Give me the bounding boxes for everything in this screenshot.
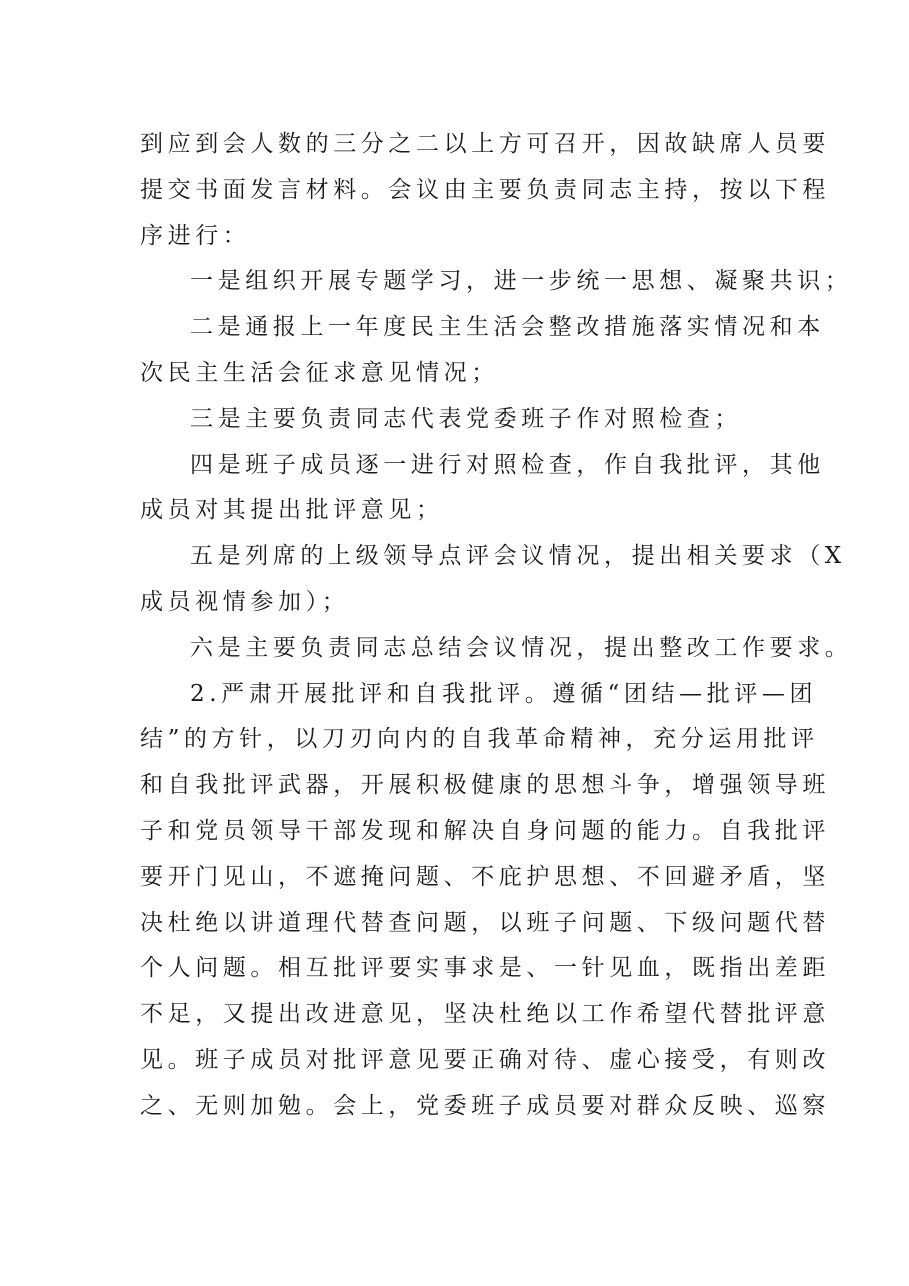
text-line-indented: 2.严肃开展批评和自我批评。遵循“团结—批评—团	[190, 680, 818, 707]
text-line-indented: 五是列席的上级领导点评会议情况，提出相关要求（X	[190, 543, 846, 570]
text-line: 成员视情参加）；	[140, 588, 350, 615]
text-line: 子和党员领导干部发现和解决自身问题的能力。自我批评	[140, 817, 830, 844]
text-line: 不足，又提出改进意见，坚决杜绝以工作希望代替批评意	[140, 1001, 830, 1028]
text-line: 之、无则加勉。会上，党委班子成员要对群众反映、巡察	[140, 1092, 830, 1119]
text-line: 和自我批评武器，开展积极健康的思想斗争，增强领导班	[140, 772, 830, 799]
text-line: 到应到会人数的三分之二以上方可召开，因故缺席人员要	[140, 131, 830, 157]
text-line: 决杜绝以讲道理代替查问题，以班子问题、下级问题代替	[140, 909, 830, 936]
text-line-indented: 四是班子成员逐一进行对照检查，作自我批评，其他	[190, 451, 825, 478]
text-line: 序进行：	[140, 222, 251, 249]
text-line: 个人问题。相互批评要实事求是、一针见血，既指出差距	[140, 955, 830, 982]
text-line: 见。班子成员对批评意见要正确对待、虚心接受，有则改	[140, 1046, 830, 1073]
text-line-indented: 二是通报上一年度民主生活会整改措施落实情况和本	[190, 314, 825, 341]
body-text	[140, 122, 853, 1130]
text-line: 成员对其提出批评意见；	[140, 497, 444, 524]
text-line: 结”的方针，以刀刃向内的自我革命精神，充分运用批评	[140, 726, 819, 753]
text-line-indented: 三是主要负责同志代表党委班子作对照检查；	[190, 405, 742, 432]
text-line-indented: 一是组织开展专题学习，进一步统一思想、凝聚共识；	[190, 268, 853, 295]
text-line: 次民主生活会征求意见情况；	[140, 359, 499, 386]
text-line-indented: 六是主要负责同志总结会议情况，提出整改工作要求。	[190, 634, 853, 661]
text-line: 提交书面发言材料。会议由主要负责同志主持，按以下程	[140, 176, 830, 203]
text-line: 要开门见山，不遮掩问题、不庇护思想、不回避矛盾，坚	[140, 863, 830, 890]
